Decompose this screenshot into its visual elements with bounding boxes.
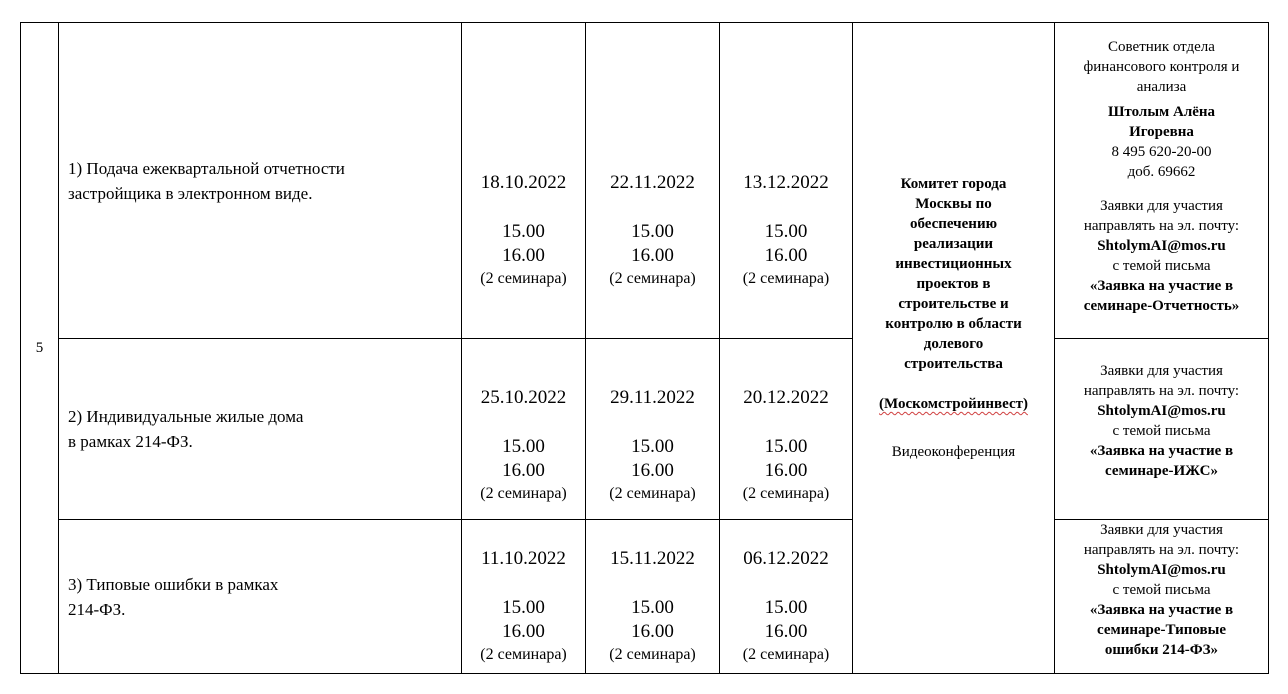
session-note: (2 семинара) [609,645,696,663]
organizer-name-line: строительства [904,356,1003,372]
event-format: Видеоконференция [891,444,1016,460]
contact-position-line: финансового контроля и [1083,59,1240,75]
organizer-name-line: реализации [913,236,994,252]
session-date: 06.12.2022 [743,547,829,569]
topic-cell [59,520,462,674]
topic-line: 2) Индивидуальные жилые дома [68,407,304,426]
contact-cell [1055,23,1269,339]
session-time: 15.00 [764,596,808,618]
session-note: (2 семинара) [742,269,830,287]
session-note: (2 семинара) [742,484,830,502]
seminar-schedule-table [20,22,1269,674]
contact-position-line: анализа [1136,79,1187,95]
session-time: 15.00 [502,596,545,618]
subject-line: семинаре-ИЖС» [1105,463,1218,479]
session-cell [720,339,853,520]
organizer-name-line: Москвы по [915,196,992,212]
contact-person-line: Штолым Алёна [1107,104,1216,120]
topic-line: 214-ФЗ. [68,599,126,619]
subject-line: семинаре-Типовые [1096,622,1226,638]
session-time: 16.00 [764,620,808,642]
organizer-name-line: контролю в области [885,316,1022,332]
apply-line: Заявки для участия [1100,363,1223,379]
subject-line: ошибки 214-ФЗ» [1104,642,1219,658]
session-time: 16.00 [502,244,545,266]
subject-line: «Заявка на участие в [1089,443,1234,459]
session-time: 15.00 [502,220,545,242]
contact-cell [1055,520,1269,674]
organizer-name-line: долевого [923,336,984,352]
row-number: 5 [21,23,59,674]
organizer-name-line: обеспечению [909,216,998,232]
topic-cell [59,23,462,339]
session-date: 18.10.2022 [480,171,567,193]
session-date: 22.11.2022 [610,171,695,193]
contact-cell [1055,339,1269,520]
session-time: 16.00 [631,244,674,266]
session-cell [720,23,853,339]
session-note: (2 семинара) [742,645,830,663]
organizer-name-line: строительстве и [898,296,1009,312]
session-cell [720,520,853,674]
table-row [21,23,1269,339]
subject-intro: с темой письма [1112,258,1211,274]
organizer-name-line: проектов в [916,276,991,292]
subject-intro: с темой письма [1112,423,1211,439]
apply-line: направлять на эл. почту: [1083,218,1240,234]
session-cell [462,520,586,674]
session-cell [586,23,720,339]
session-date: 25.10.2022 [480,386,567,408]
table-row [21,339,1269,520]
contact-phone: 8 495 620-20-00 [1111,144,1212,160]
session-date: 11.10.2022 [481,547,566,569]
session-time: 15.00 [502,435,545,457]
session-cell [586,339,720,520]
session-time: 15.00 [631,596,674,618]
session-note: (2 семинара) [609,269,696,287]
session-time: 16.00 [502,459,545,481]
apply-line: направлять на эл. почту: [1083,542,1240,558]
session-time: 15.00 [631,220,674,242]
topic-line: в рамках 214-ФЗ. [68,432,193,451]
contact-ext: доб. 69662 [1127,164,1196,180]
session-time: 16.00 [631,459,674,481]
session-date: 29.11.2022 [610,386,695,408]
session-note: (2 семинара) [480,269,567,287]
topic-line: 1) Подача ежеквартальной отчетности [68,158,345,178]
session-cell [586,520,720,674]
organizer-short-name: (Москомстройинвест) [879,396,1028,412]
subject-intro: с темой письма [1112,582,1211,598]
contact-email[interactable]: ShtolymAI@mos.ru [1097,562,1226,578]
session-time: 16.00 [502,620,545,642]
topic-line: 3) Типовые ошибки в рамках [68,574,279,594]
session-cell [462,339,586,520]
session-time: 16.00 [631,620,674,642]
session-date: 20.12.2022 [743,386,829,408]
organizer-name-line: инвестиционных [895,256,1012,272]
apply-line: Заявки для участия [1100,522,1223,538]
topic-line: застройщика в электронном виде. [68,183,313,203]
subject-line: семинаре-Отчетность» [1083,298,1240,314]
session-note: (2 семинара) [480,645,567,663]
session-date: 13.12.2022 [743,171,829,193]
organizer-cell [853,23,1055,674]
session-time: 15.00 [764,220,808,242]
subject-line: «Заявка на участие в [1089,278,1234,294]
table-row [21,520,1269,674]
topic-cell [59,339,462,520]
apply-line: направлять на эл. почту: [1083,383,1240,399]
session-time: 16.00 [764,244,808,266]
session-note: (2 семинара) [609,484,696,502]
session-cell [462,23,586,339]
contact-position-line: Советник отдела [1108,39,1215,55]
session-time: 15.00 [631,435,674,457]
contact-email[interactable]: ShtolymAI@mos.ru [1097,403,1226,419]
contact-person-line: Игоревна [1129,124,1194,140]
session-time: 16.00 [764,459,808,481]
apply-line: Заявки для участия [1100,198,1223,214]
organizer-name-line: Комитет города [900,176,1007,192]
contact-email[interactable]: ShtolymAI@mos.ru [1097,238,1226,254]
session-time: 15.00 [764,435,808,457]
session-note: (2 семинара) [480,484,567,502]
session-date: 15.11.2022 [610,547,695,569]
subject-line: «Заявка на участие в [1089,602,1234,618]
